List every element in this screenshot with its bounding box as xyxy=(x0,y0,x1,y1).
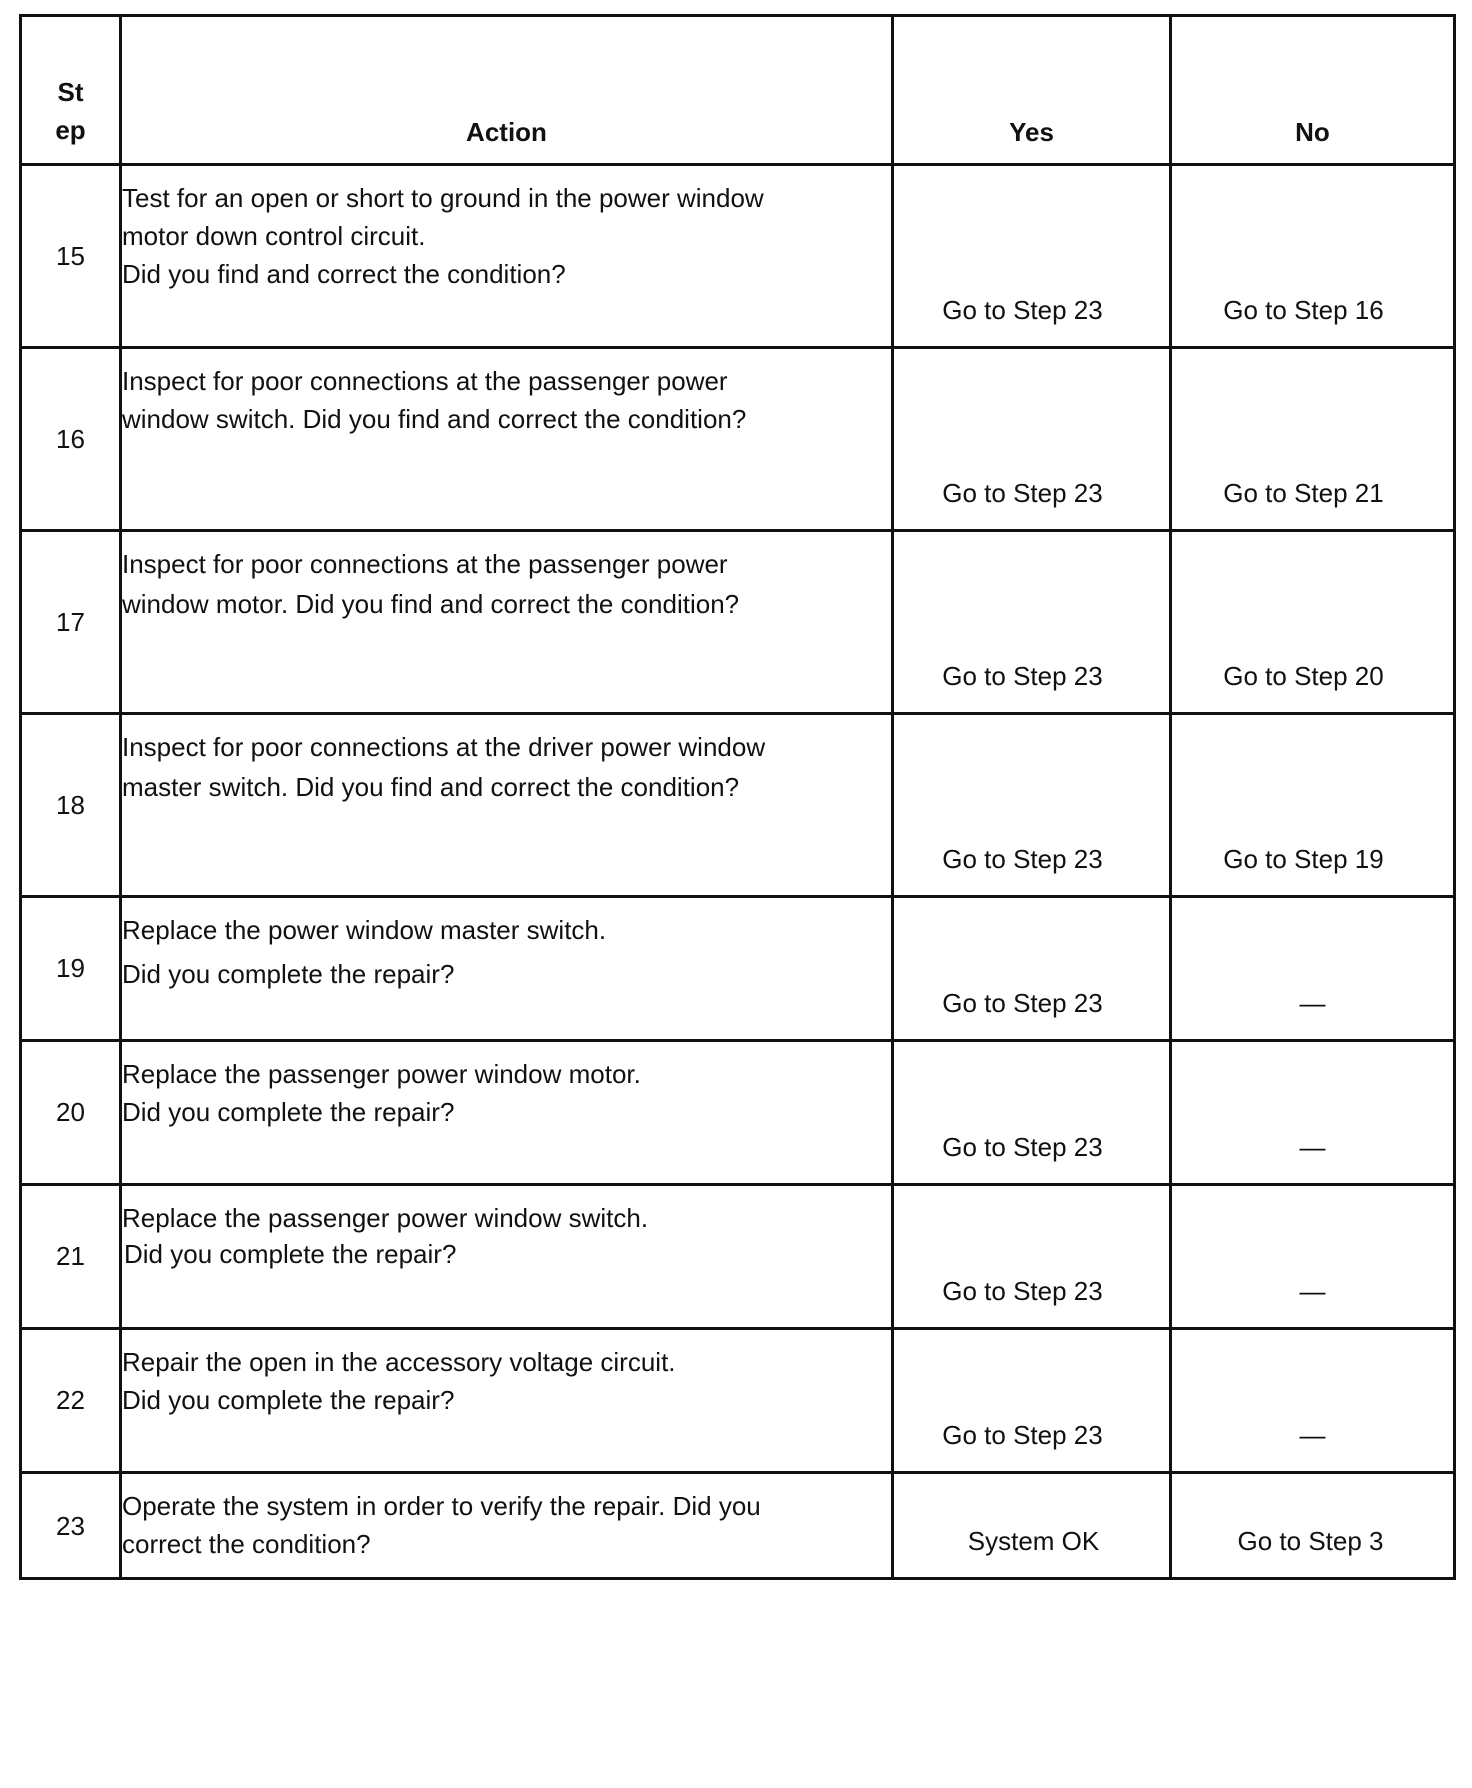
yes-result: Go to Step 23 xyxy=(942,661,1103,691)
no-cell xyxy=(1171,1185,1455,1329)
step-number: 18 xyxy=(56,790,85,820)
no-result-dash: — xyxy=(1299,1132,1326,1162)
action-text: window switch. Did you find and correct the condition? xyxy=(122,404,747,434)
yes-result: Go to Step 23 xyxy=(942,844,1103,874)
action-text: Replace the power window master switch. xyxy=(122,915,607,945)
step-cell xyxy=(21,714,121,897)
step-cell xyxy=(21,165,121,348)
no-cell xyxy=(1171,1473,1455,1579)
step-cell xyxy=(21,1041,121,1185)
no-cell xyxy=(1171,531,1455,714)
no-result-dash: — xyxy=(1299,1276,1326,1306)
step-cell xyxy=(21,1473,121,1579)
yes-result: Go to Step 23 xyxy=(942,1276,1103,1306)
action-text: Inspect for poor connections at the passenger power xyxy=(122,366,728,396)
no-result: Go to Step 20 xyxy=(1223,661,1384,691)
table-row xyxy=(21,897,1455,1041)
no-result: Go to Step 19 xyxy=(1223,844,1384,874)
table-row xyxy=(21,165,1455,348)
yes-result: Go to Step 23 xyxy=(942,1132,1103,1162)
action-text: Did you complete the repair? xyxy=(122,1385,455,1415)
yes-cell xyxy=(893,714,1171,897)
action-cell xyxy=(121,531,893,714)
step-number: 22 xyxy=(56,1385,85,1415)
step-cell xyxy=(21,348,121,531)
action-text: Repair the open in the accessory voltage circuit. xyxy=(122,1347,676,1377)
yes-column-header xyxy=(893,16,1171,165)
step-cell xyxy=(21,531,121,714)
yes-result: Go to Step 23 xyxy=(942,988,1103,1018)
action-text: Did you find and correct the condition? xyxy=(122,259,566,289)
table-row xyxy=(21,531,1455,714)
table-row xyxy=(21,1041,1455,1185)
yes-cell xyxy=(893,1185,1171,1329)
action-text: Inspect for poor connections at the passenger power xyxy=(122,549,728,579)
step-cell xyxy=(21,1185,121,1329)
action-text: Test for an open or short to ground in the power window xyxy=(122,183,764,213)
no-cell xyxy=(1171,1041,1455,1185)
yes-cell xyxy=(893,1329,1171,1473)
no-cell xyxy=(1171,714,1455,897)
step-cell xyxy=(21,1329,121,1473)
action-text: Replace the passenger power window switch. xyxy=(122,1203,649,1233)
action-text: motor down control circuit. xyxy=(122,221,426,251)
yes-result: Go to Step 23 xyxy=(942,295,1103,325)
no-column-header xyxy=(1171,16,1455,165)
no-cell xyxy=(1171,1329,1455,1473)
step-header-line2: ep xyxy=(55,115,86,145)
diagnostic-procedure-table xyxy=(19,14,1456,1580)
step-number: 21 xyxy=(56,1241,85,1271)
action-text: master switch. Did you find and correct the condition? xyxy=(122,772,740,802)
yes-cell xyxy=(893,1041,1171,1185)
yes-header-label: Yes xyxy=(1009,117,1054,147)
action-text: correct the condition? xyxy=(122,1529,371,1559)
table-row xyxy=(21,1329,1455,1473)
no-result-dash: — xyxy=(1299,988,1326,1018)
yes-cell xyxy=(893,531,1171,714)
no-header-label: No xyxy=(1295,117,1330,147)
action-header-label: Action xyxy=(466,117,547,147)
yes-cell xyxy=(893,897,1171,1041)
table-header-row xyxy=(21,16,1455,165)
action-cell xyxy=(121,1185,893,1329)
table-row xyxy=(21,348,1455,531)
step-number: 20 xyxy=(56,1097,85,1127)
action-cell xyxy=(121,1041,893,1185)
action-cell xyxy=(121,897,893,1041)
step-number: 19 xyxy=(56,953,85,983)
no-cell xyxy=(1171,348,1455,531)
action-text: Inspect for poor connections at the driver power window xyxy=(122,732,766,762)
no-result-dash: — xyxy=(1299,1420,1326,1450)
no-result: Go to Step 16 xyxy=(1223,295,1384,325)
yes-cell xyxy=(893,1473,1171,1579)
no-cell xyxy=(1171,165,1455,348)
table-row xyxy=(21,1185,1455,1329)
step-number: 15 xyxy=(56,241,85,271)
action-text: Did you complete the repair? xyxy=(122,959,455,989)
action-text: Replace the passenger power window motor. xyxy=(122,1059,641,1089)
action-cell xyxy=(121,165,893,348)
step-number: 17 xyxy=(56,607,85,637)
yes-result: Go to Step 23 xyxy=(942,1420,1103,1450)
yes-cell xyxy=(893,165,1171,348)
step-cell xyxy=(21,897,121,1041)
action-text: Operate the system in order to verify the repair. Did you xyxy=(122,1491,761,1521)
table-row xyxy=(21,714,1455,897)
step-number: 16 xyxy=(56,424,85,454)
step-column-header xyxy=(21,16,121,165)
step-number: 23 xyxy=(56,1511,85,1541)
action-column-header xyxy=(121,16,893,165)
action-cell xyxy=(121,348,893,531)
action-cell xyxy=(121,1329,893,1473)
action-text: window motor. Did you find and correct the condition? xyxy=(122,589,740,619)
no-result: Go to Step 3 xyxy=(1237,1526,1384,1556)
table-row xyxy=(21,1473,1455,1579)
yes-cell xyxy=(893,348,1171,531)
action-text: Did you complete the repair? xyxy=(122,1097,455,1127)
step-header-line1: St xyxy=(57,77,84,107)
action-cell xyxy=(121,1473,893,1579)
yes-result: System OK xyxy=(967,1526,1100,1556)
action-cell xyxy=(121,714,893,897)
no-result: Go to Step 21 xyxy=(1223,478,1384,508)
yes-result: Go to Step 23 xyxy=(942,478,1103,508)
action-text: Did you complete the repair? xyxy=(124,1239,457,1269)
no-cell xyxy=(1171,897,1455,1041)
